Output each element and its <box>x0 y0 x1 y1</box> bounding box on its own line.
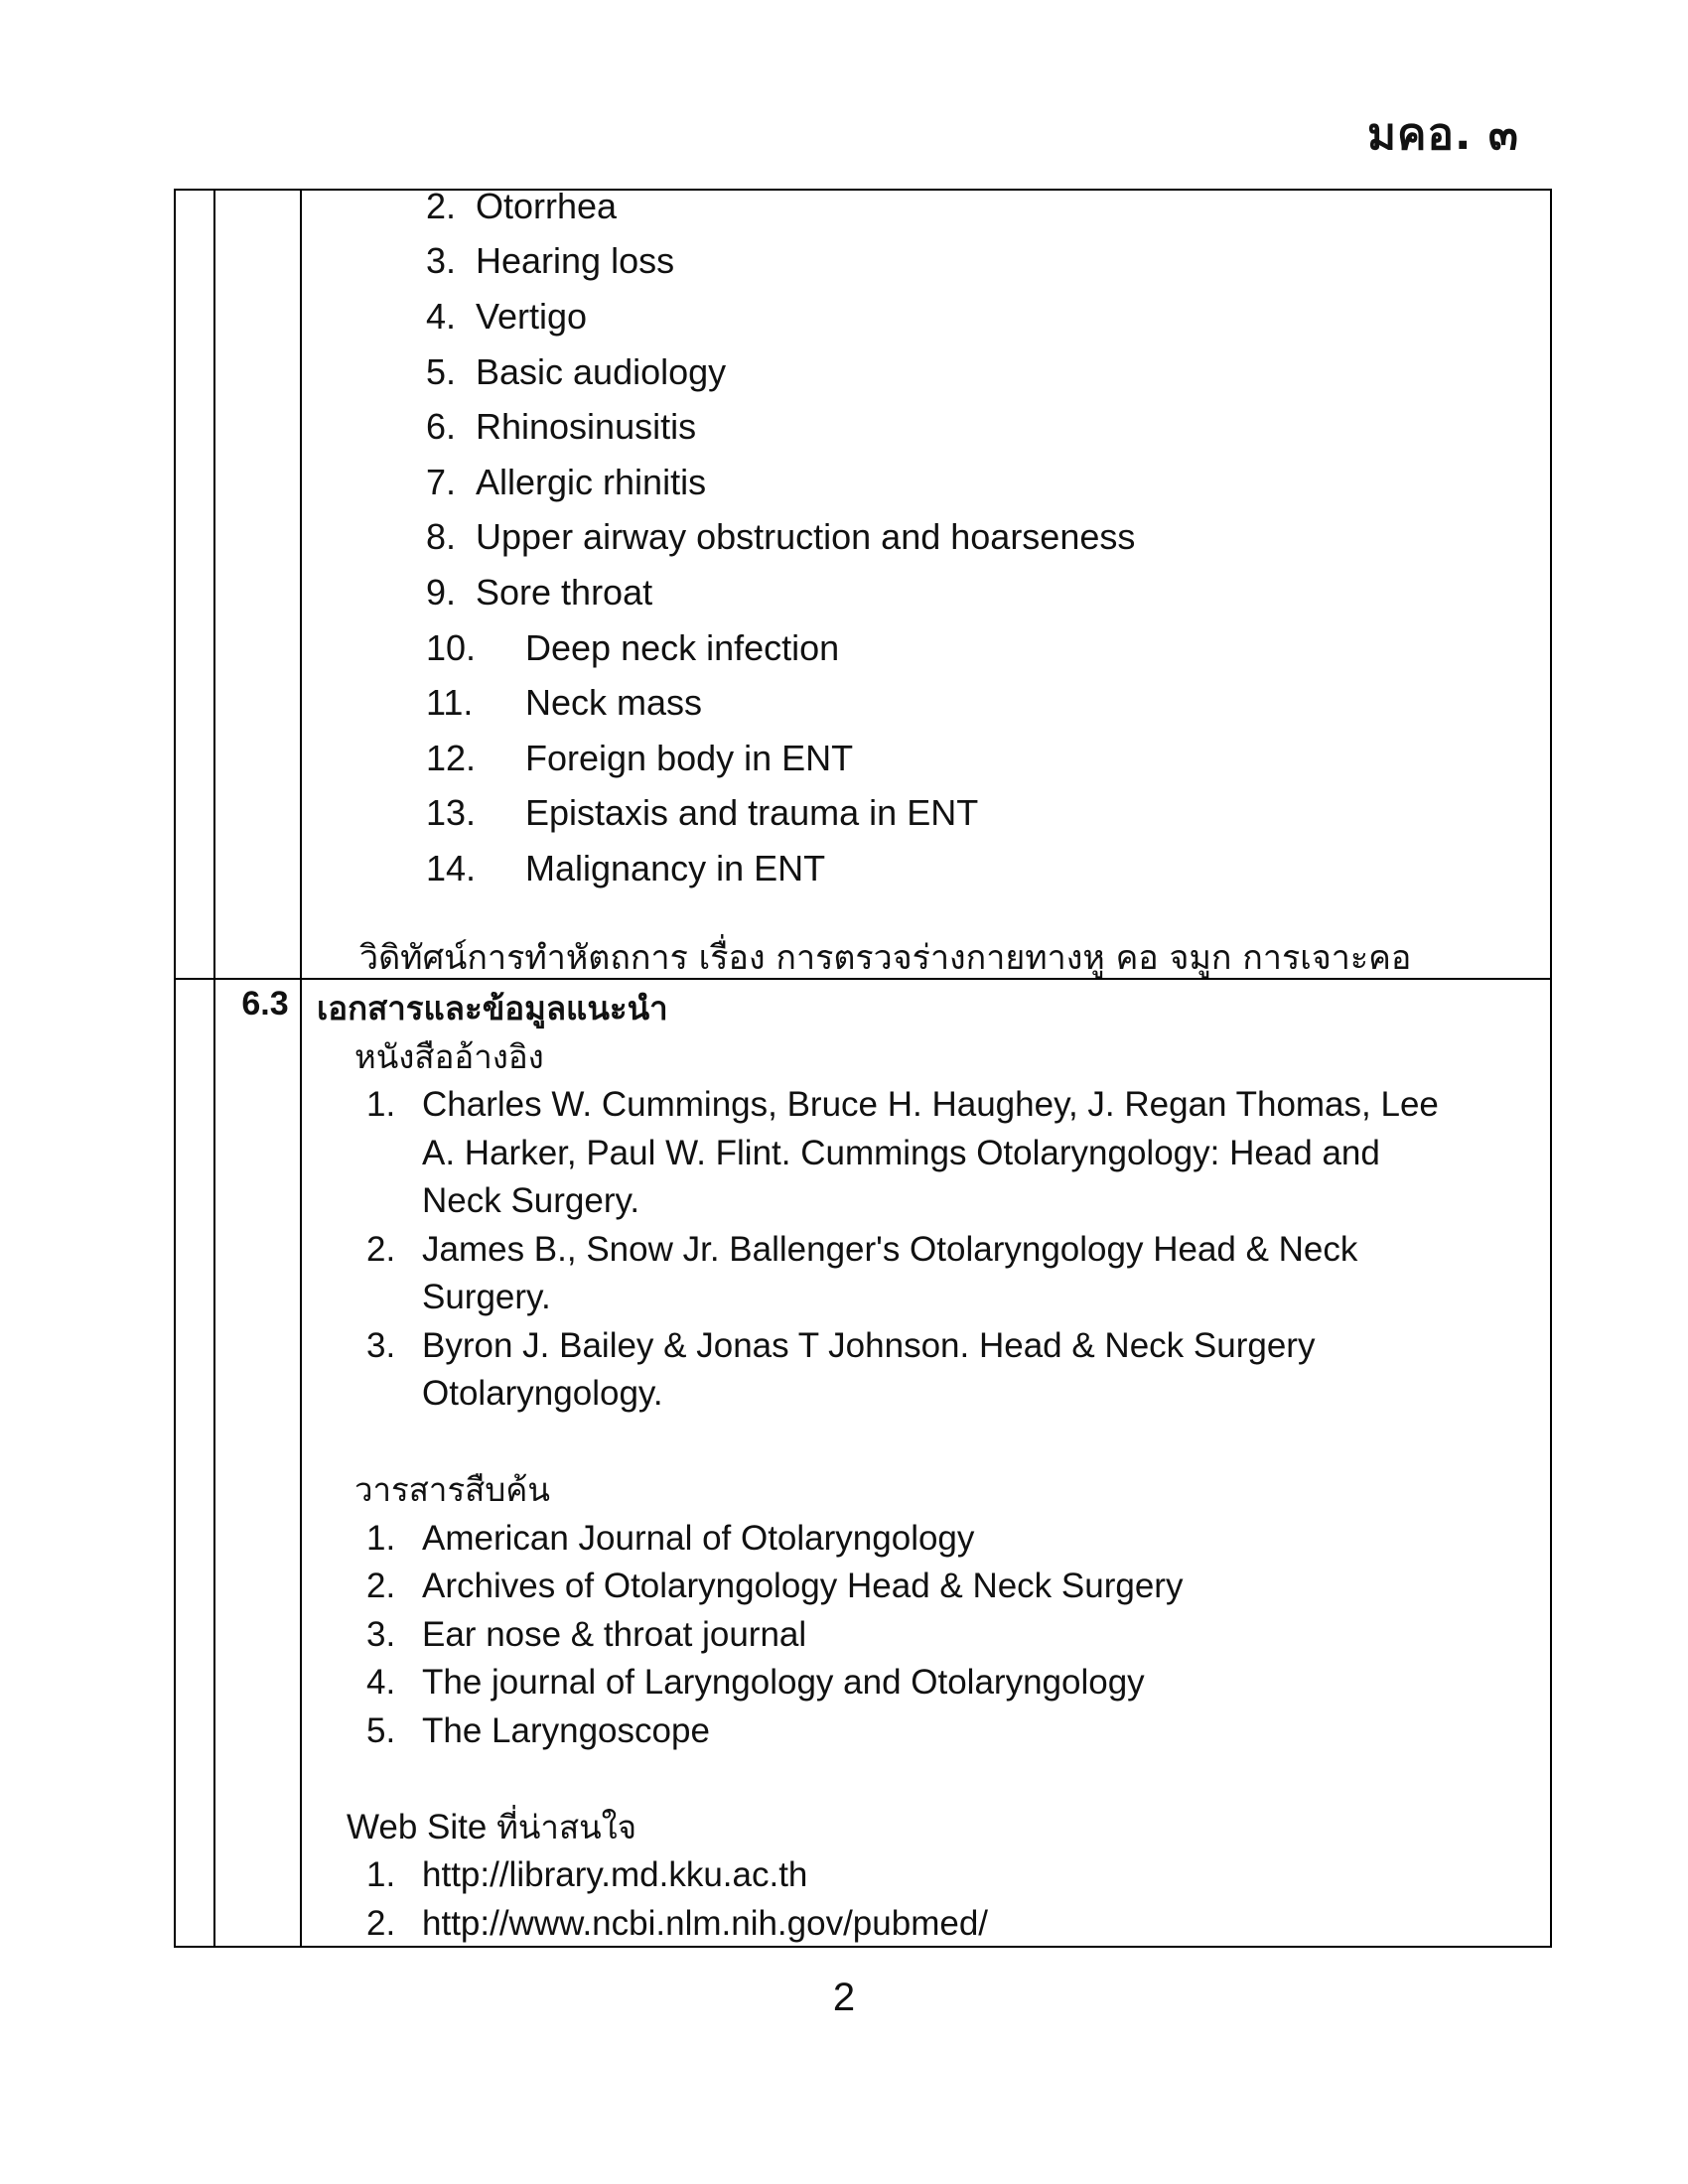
list-item: 5. The Laryngoscope <box>366 1710 710 1750</box>
course-table <box>174 185 1552 1948</box>
list-item: 13. Epistaxis and trauma in ENT <box>426 792 979 834</box>
list-item: 2. Archives of Otolaryngology Head & Neck Surgery <box>366 1567 1184 1605</box>
list-item: 6. Rhinosinusitis <box>426 406 697 448</box>
list-item: 1. American Journal of Otolaryngology <box>366 1518 975 1558</box>
column-divider <box>300 191 302 1946</box>
list-item: 4. The journal of Laryngology and Otolaryngology <box>366 1663 1145 1702</box>
list-item: 3. Byron J. Bailey & Jonas T Johnson. Head & Neck Surgery Otolaryngology. <box>366 1325 1316 1413</box>
list-item: 2. James B., Snow Jr. Ballenger's Otolaryngology Head & Neck Surgery. <box>366 1229 1358 1316</box>
list-item: 5. Basic audiology <box>426 350 727 392</box>
list-item: 10. Deep neck infection <box>426 626 840 668</box>
section-title: เอกสารและข้อมูลแนะนำ <box>317 989 668 1027</box>
list-item: 3. Ear nose & throat journal <box>366 1614 807 1654</box>
document-code: มคอ. ๓ <box>1367 109 1519 160</box>
website-link[interactable]: 2. http://www.ncbi.nlm.nih.gov/pubmed/ <box>366 1903 989 1943</box>
references-section <box>317 985 1445 1948</box>
list-item: 9. Sore throat <box>426 571 653 613</box>
video-note: วิดิทัศน์การทำหัตถการ เรื่อง การตรวจร่างกายทางหู คอ จมูก การเจาะคอ <box>359 938 1412 978</box>
list-item: 11. Neck mass <box>426 682 703 724</box>
websites-heading: Web Site ที่น่าสนใจ <box>347 1807 637 1846</box>
journals-heading: วารสารสืบค้น <box>354 1470 550 1509</box>
books-heading: หนังสืออ้างอิง <box>354 1036 544 1076</box>
section-number: 6.3 <box>241 985 289 1023</box>
list-item: 2. Otorrhea <box>426 185 618 226</box>
page-number: 2 <box>832 1976 856 2019</box>
list-item: 12. Foreign body in ENT <box>426 737 854 778</box>
topic-list <box>424 179 1135 896</box>
list-item: 4. Vertigo <box>426 295 588 337</box>
website-link[interactable]: 1. http://library.md.kku.ac.th <box>366 1855 808 1894</box>
column-divider <box>213 191 215 1946</box>
list-item: 7. Allergic rhinitis <box>426 461 707 502</box>
list-item: 3. Hearing loss <box>426 240 675 282</box>
list-item: 8. Upper airway obstruction and hoarseness <box>426 516 1136 558</box>
list-item: 1. Charles W. Cummings, Bruce H. Haughey, J. Regan Thomas, Lee A. Harker, Paul W. Flint. Cummings Otolaryngology: Head and Neck Surgery. <box>366 1085 1439 1220</box>
list-item: 14. Malignancy in ENT <box>426 847 826 888</box>
